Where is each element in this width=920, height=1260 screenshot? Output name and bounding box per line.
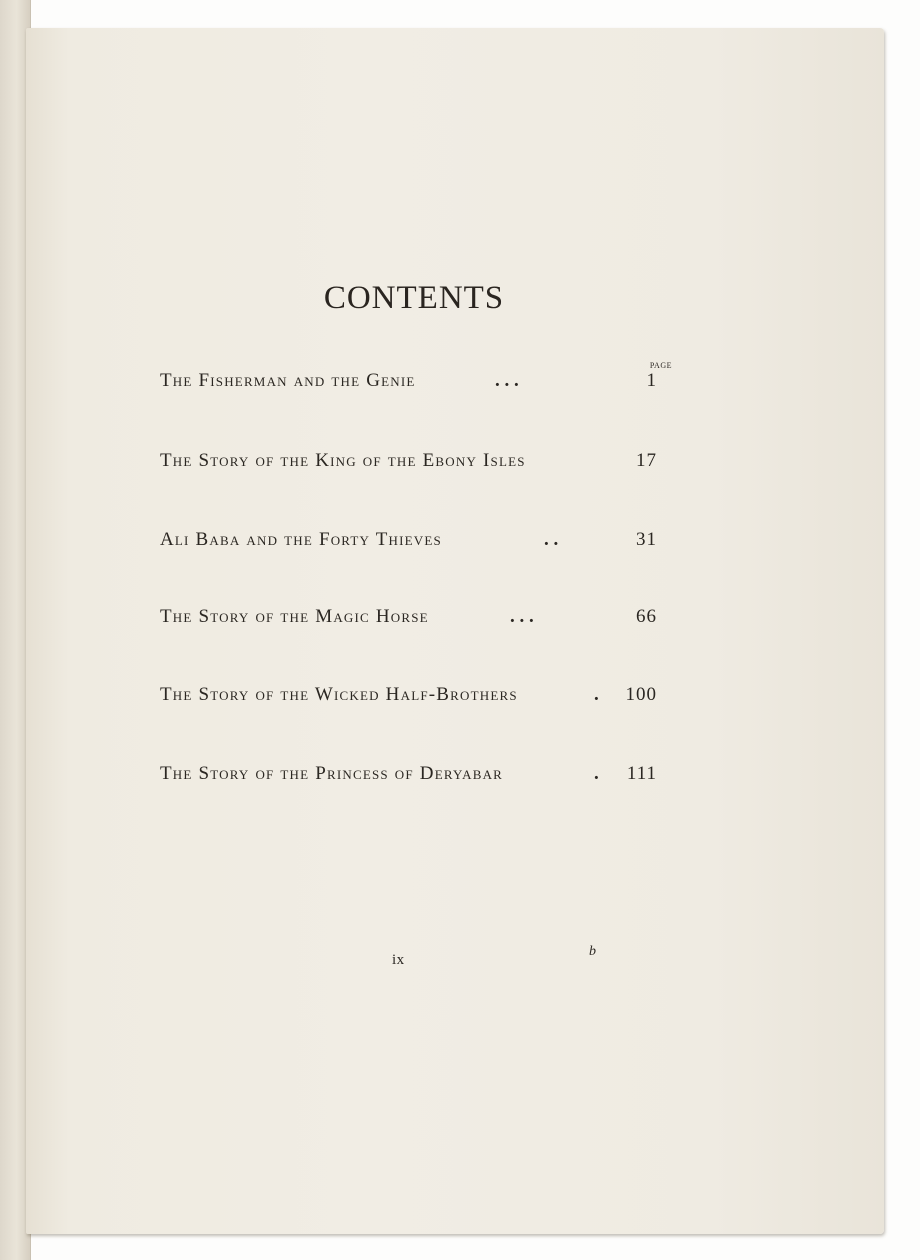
toc-entry-title: Ali Baba and the Forty Thieves (160, 529, 442, 550)
signature-mark: b (589, 944, 596, 959)
toc-entry-title: The Story of the Princess of Deryabar (160, 763, 504, 784)
toc-entry-leader: . (594, 684, 599, 705)
toc-entry (160, 450, 657, 476)
toc-entry-leader: . . . (510, 606, 534, 627)
toc-entry-page: 66 (636, 606, 657, 627)
toc-entry-leader: . . (544, 529, 559, 550)
toc-entry-page: 100 (625, 684, 657, 705)
toc-entry-leader: . (594, 763, 599, 784)
toc-entry-leader: . . . (495, 370, 519, 391)
page-title: CONTENTS (323, 280, 505, 316)
toc-entry-page: 1 (646, 370, 657, 391)
toc-entry-title: The Fisherman and the Genie (160, 370, 416, 391)
toc-entry-page: 17 (636, 450, 657, 471)
toc-entry (160, 606, 657, 632)
page-folio: ix (392, 952, 405, 968)
toc-entry-page: 31 (636, 529, 657, 550)
toc-entry (160, 763, 657, 789)
toc-entry-title: The Story of the Wicked Half-Brothers (160, 684, 518, 705)
contents-page (26, 28, 884, 1234)
toc-entry (160, 684, 657, 710)
page-column-label: PAGE (649, 361, 672, 370)
toc-entry-title: The Story of the Magic Horse (160, 606, 429, 627)
toc-entry (160, 370, 657, 396)
toc-entry-title: The Story of the King of the Ebony Isles (160, 450, 526, 471)
toc-entry-page: 111 (626, 763, 657, 784)
toc-entry (160, 529, 657, 555)
